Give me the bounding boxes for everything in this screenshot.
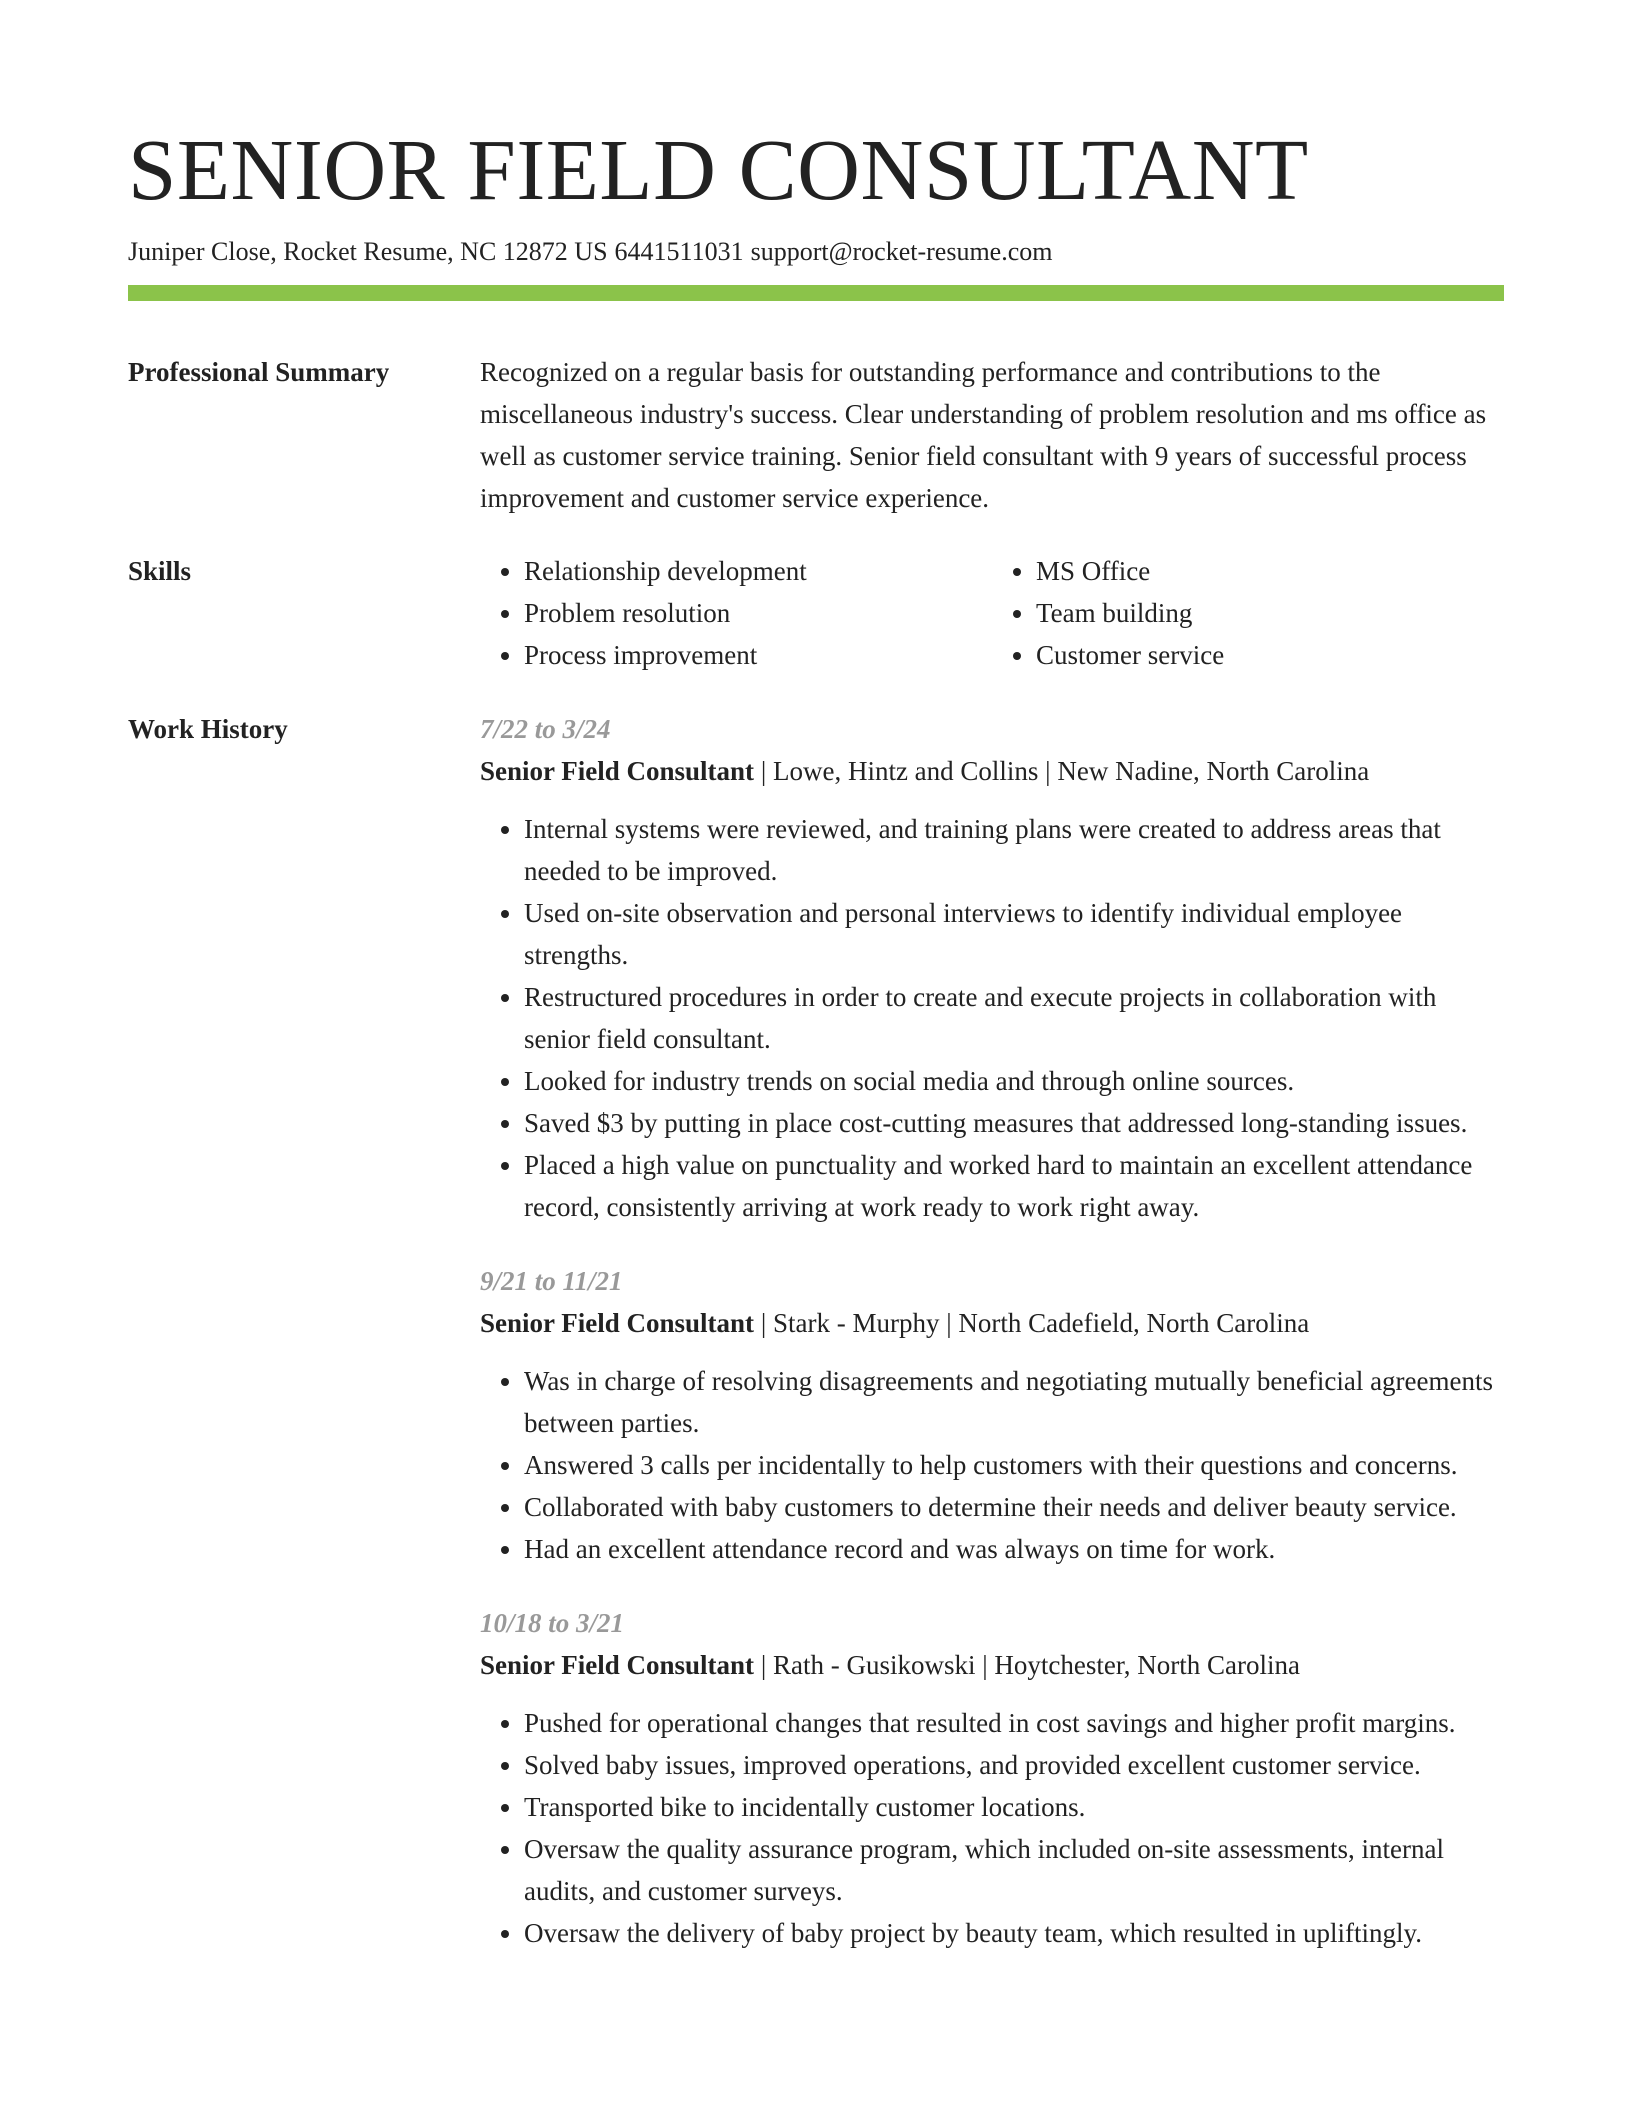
contact-address: Juniper Close, Rocket Resume, NC 12872 US xyxy=(128,237,608,266)
work-history-body xyxy=(480,708,1504,1986)
summary-heading: Professional Summary xyxy=(128,357,390,387)
job-bullet: • Was in charge of resolving disagreements and negotiating mutually beneficial agreements between parties. xyxy=(524,1360,1504,1444)
job-bullet: • Internal systems were reviewed, and training plans were created to address areas that needed to be improved. xyxy=(524,808,1504,892)
job-bullets xyxy=(480,808,1504,1228)
accent-divider xyxy=(128,285,1504,301)
summary-body xyxy=(480,351,1504,519)
job-bullet: • Saved $3 by putting in place cost-cutting measures that addressed long-standing issues. xyxy=(524,1102,1504,1144)
job-title: Senior Field Consultant xyxy=(480,756,755,786)
job-employer-location: | Rath - Gusikowski | Hoytchester, North Carolina xyxy=(754,1650,1300,1680)
job-bullet: • Used on-site observation and personal interviews to identify individual employee strengths. xyxy=(524,892,1504,976)
job-dates: 7/22 to 3/24 xyxy=(480,714,611,744)
job-title: Senior Field Consultant xyxy=(480,1650,755,1680)
contact-email: support@rocket-resume.com xyxy=(750,237,1053,266)
job-bullet: • Pushed for operational changes that resulted in cost savings and higher profit margins. xyxy=(524,1702,1504,1744)
job-title-line xyxy=(480,1644,1504,1686)
job-dates: 9/21 to 11/21 xyxy=(480,1266,623,1296)
job-title-line xyxy=(480,750,1504,792)
skills-grid xyxy=(480,550,1504,676)
job-dates: 10/18 to 3/21 xyxy=(480,1608,625,1638)
job-title-line xyxy=(480,1302,1504,1344)
skill-item: • Relationship development xyxy=(524,550,992,592)
skill-item: • Customer service xyxy=(1036,634,1504,676)
job-bullet: • Collaborated with baby customers to determine their needs and deliver beauty service. xyxy=(524,1486,1504,1528)
job-title: Senior Field Consultant xyxy=(480,1308,755,1338)
job-entry xyxy=(480,1260,1504,1570)
skill-item: • MS Office xyxy=(1036,550,1504,592)
skills-list-left xyxy=(480,550,992,676)
job-entry xyxy=(480,708,1504,1228)
work-history-heading: Work History xyxy=(128,714,288,744)
job-bullets xyxy=(480,1702,1504,1954)
job-bullet: • Solved baby issues, improved operations, and provided excellent customer service. xyxy=(524,1744,1504,1786)
job-employer-location: | Stark - Murphy | North Cadefield, North Carolina xyxy=(754,1308,1310,1338)
skill-item: • Team building xyxy=(1036,592,1504,634)
job-bullets xyxy=(480,1360,1504,1570)
resume-header xyxy=(128,118,1504,270)
skills-list-right xyxy=(992,550,1504,676)
summary-text: Recognized on a regular basis for outstanding performance and contributions to the miscellaneous industry's success. Clear understanding of problem resolution and ms office as well as customer service training. Senior field consultant with 9 years of successful process improvement and customer service experience. xyxy=(480,357,1487,513)
contact-phone: 6441511031 xyxy=(614,237,744,266)
job-bullet: • Had an excellent attendance record and was always on time for work. xyxy=(524,1528,1504,1570)
job-bullet: • Placed a high value on punctuality and worked hard to maintain an excellent attendance record, consistently arriving at work ready to work right away. xyxy=(524,1144,1504,1228)
skill-item: • Process improvement xyxy=(524,634,992,676)
contact-line xyxy=(128,234,1504,270)
job-bullet: • Restructured procedures in order to create and execute projects in collaboration with senior field consultant. xyxy=(524,976,1504,1060)
job-bullet: • Answered 3 calls per incidentally to help customers with their questions and concerns. xyxy=(524,1444,1504,1486)
candidate-name: SENIOR FIELD CONSULTANT xyxy=(128,121,1309,218)
job-employer-location: | Lowe, Hintz and Collins | New Nadine, North Carolina xyxy=(754,756,1370,786)
job-bullet: • Oversaw the quality assurance program, which included on-site assessments, internal audits, and customer surveys. xyxy=(524,1828,1504,1912)
skill-item: • Problem resolution xyxy=(524,592,992,634)
job-bullet: • Oversaw the delivery of baby project by beauty team, which resulted in upliftingly. xyxy=(524,1912,1504,1954)
job-entry xyxy=(480,1602,1504,1954)
skills-heading: Skills xyxy=(128,556,192,586)
job-bullet: • Transported bike to incidentally customer locations. xyxy=(524,1786,1504,1828)
job-bullet: • Looked for industry trends on social media and through online sources. xyxy=(524,1060,1504,1102)
